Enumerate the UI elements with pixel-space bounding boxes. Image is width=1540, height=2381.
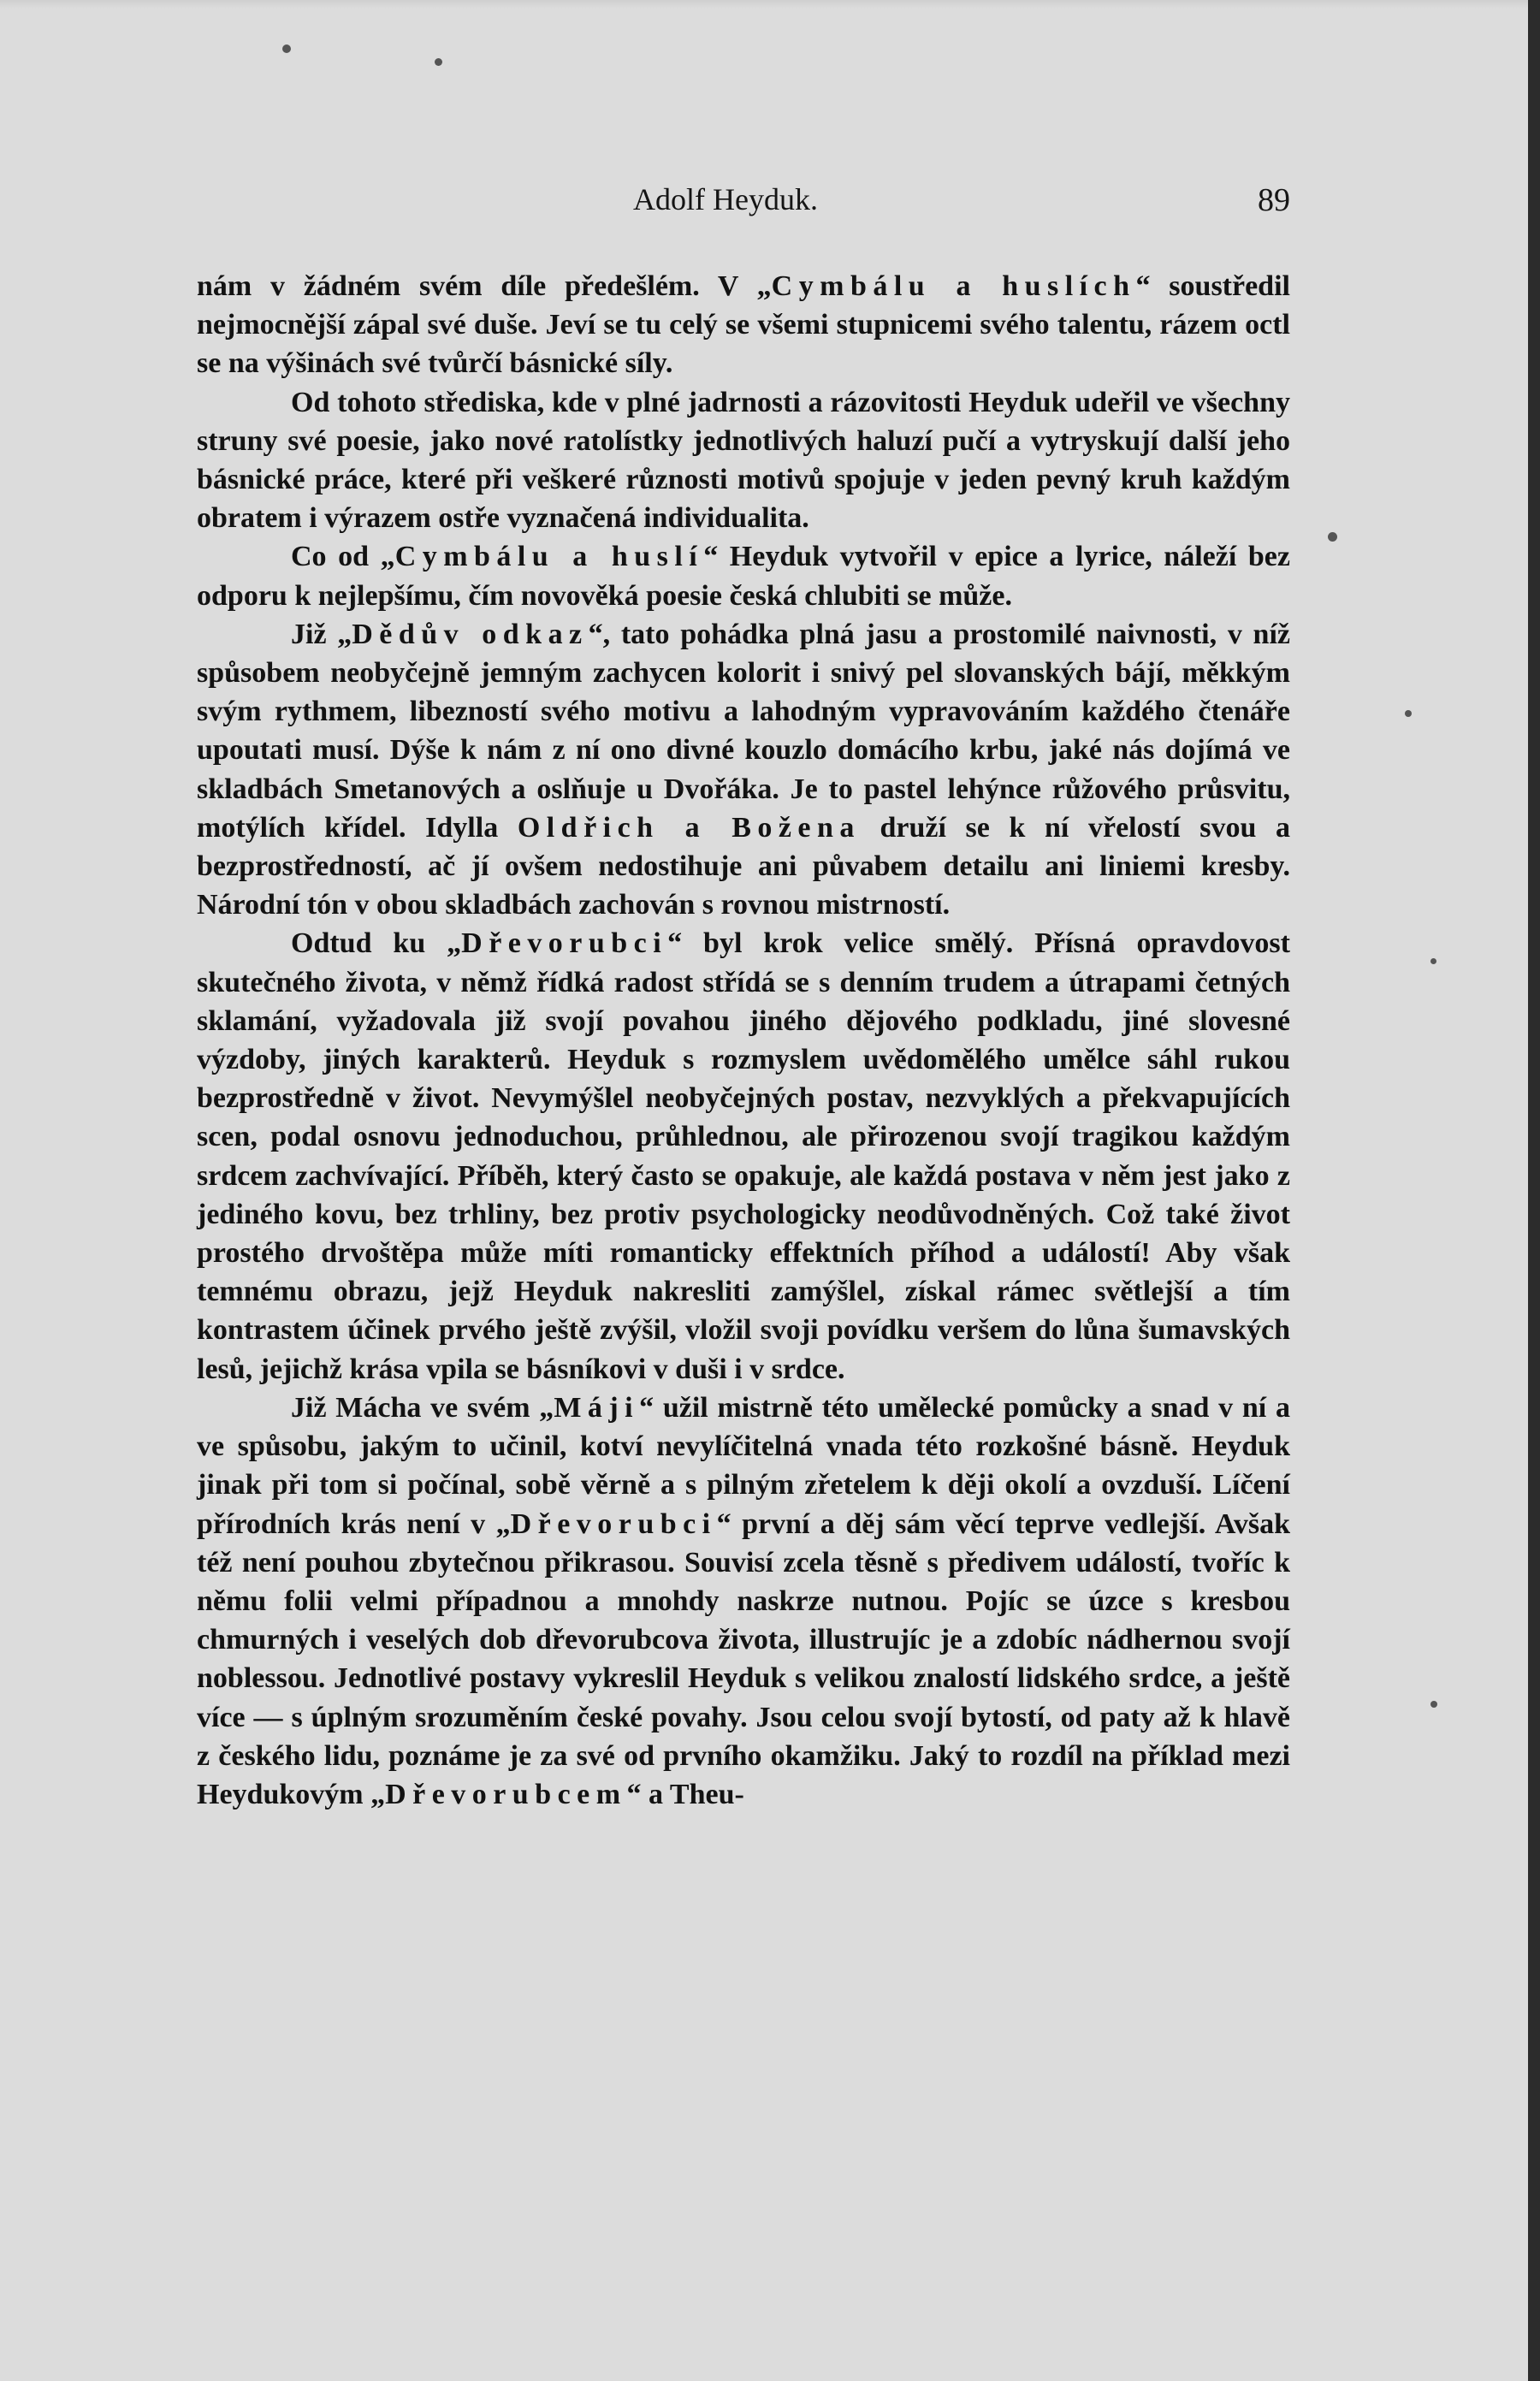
paragraph xyxy=(197,537,1290,614)
paragraph xyxy=(197,924,1290,1388)
spaced-title: Cymbálu a huslích xyxy=(771,270,1136,302)
text-run: “ první a děj sám věcí teprve vedlejší. Avšak též není pouhou zbytečnou přikrasou. Souvisí zcela těsně s předivem událostí, tvoříc k němu folii velmi případnou a mnohdy naskrze nutnou. Pojíc se úzce s kresbou chmurných i veselých dob dřevorubcova života, illustrujíc je a zdobíc nádhernou svojí noblessou. Jednotlivé postavy vykreslil Heyduk s velikou znalostí lidského srdce, a ještě více — s úplným srozuměním české povahy. Jsou celou svojí bytostí, od paty až k hlavě z českého lidu, poznáme je za své od prvního okamžiku. Jaký to rozdíl na příklad mezi Heydukovým „ xyxy=(197,1507,1290,1810)
page-top-edge xyxy=(0,0,1540,9)
paragraph xyxy=(197,615,1290,925)
text-run: “ Heyduk vytvořil v epice a lyrice, náleží bez odporu k nejlepšímu, čím novověká poesie česká chlubiti se může. xyxy=(197,541,1290,612)
spaced-title: Oldřich a Božena xyxy=(517,811,861,844)
spaced-title: Dřevorubci xyxy=(510,1507,717,1540)
text-run: “, tato pohádka plná jasu a prostomilé naivnosti, v níž spůsobem neobyčejně jemným zachycen kolorit i snivý pel slovanských bájí, měkkým svým rythmem, libezností svého motivu a lahodným vypravováním každého čtenáře upoutati musí. Dýše k nám z ní ono divné kouzlo domácího krbu, jaké nás dojímá ve skladbách Smetanových a oslňuje u Dvořáka. Je to pastel lehýnce růžového průsvitu, motýlích křídel. Idylla xyxy=(197,618,1290,844)
text-run: Co od „ xyxy=(291,541,395,573)
page-right-edge xyxy=(1528,0,1540,2381)
spaced-title: Máji xyxy=(554,1391,640,1424)
text-run: “ soustředil nejmocnější zápal své duše. Jeví se tu celý se všemi stupnicemi svého talentu, rázem octl se na výšinách své tvůrčí básnické síly. xyxy=(197,270,1290,380)
page-number: 89 xyxy=(1258,182,1290,218)
paragraph xyxy=(197,1389,1290,1814)
scan-speck xyxy=(435,58,442,66)
text-run: “ a Theu- xyxy=(626,1778,744,1810)
paragraph xyxy=(197,267,1290,383)
scan-speck xyxy=(1430,1701,1437,1708)
text-run: Již Mácha ve svém „ xyxy=(291,1391,554,1424)
scan-speck xyxy=(1328,532,1337,542)
paragraph xyxy=(197,383,1290,538)
text-run: “ byl krok velice smělý. Přísná opravdovost skutečného života, v němž řídká radost střídá se s denním trudem a útrapami četných sklamání, vyžadovala již svojí povahou jiného dějového podkladu, jiné slovesné výzdoby, jiných karakterů. Heyduk s rozmyslem uvědomělého umělce sáhl rukou bezprostředně v život. Nevymýšlel neobyčejných postav, nezvyklých a překvapujících scen, podal osnovu jednoduchou, průhlednou, ale přirozenou svojí tragikou každým srdcem zachvívající. Příběh, který často se opakuje, ale každá postava v něm jest jako z jediného kovu, bez trhliny, bez protiv psychologicky neodůvodněných. Což také život prostého drvoštěpa může míti romanticky effektních příhod a událostí! Aby však temnému obrazu, jejž Heyduk nakresliti zamýšlel, získal rámec světlejší a tím kontrastem účinek prvého ještě zvýšil, vložil svoji povídku veršem do lůna šumavských lesů, jejichž krása vpila se básníkovi v duši i v srdce. xyxy=(197,927,1290,1385)
spaced-title: Cymbálu a huslí xyxy=(394,541,704,573)
running-title: Adolf Heyduk. xyxy=(633,182,818,216)
text-run: druží se k ní vřelostí svou a bezprostředností, ač jí ovšem nedostihuje ani půvabem detailu ani liniemi kresby. Národní tón v obou skladbách zachován s rovnou mistrností. xyxy=(197,811,1290,921)
scan-speck xyxy=(1405,710,1412,717)
text-run: Od tohoto střediska, kde v plné jadrnosti a rázovitosti Heyduk udeřil ve všechny struny své poesie, jako nové ratolístky jednotlivých haluzí pučí a vytryskují další jeho básnické práce, které při veškeré různosti motivů spojuje v jeden pevný kruh každým obratem i výrazem ostře vyznačená individualita. xyxy=(197,386,1290,535)
text-run: Již „ xyxy=(291,618,352,650)
page-header xyxy=(197,181,1290,233)
text-run: Odtud ku „ xyxy=(291,927,462,960)
scan-speck xyxy=(282,44,291,53)
body-text xyxy=(197,267,1290,1814)
text-run: nám v žádném svém díle předešlém. V „ xyxy=(197,270,772,302)
spaced-title: Dřevorubci xyxy=(461,927,668,960)
spaced-title: Dědův odkaz xyxy=(352,618,589,650)
scan-speck xyxy=(1430,958,1436,964)
spaced-title: Dřevorubcem xyxy=(385,1778,627,1810)
text-run: “ užil mistrně této umělecké pomůcky a snad v ní a ve spůsobu, jakým to učinil, kotví nevylíčitelná vnada této rozkošné básně. Heyduk jinak při tom si počínal, sobě věrně a s pilným zřetelem k ději okolí a ovzduší. Líčení přírodních krás není v „ xyxy=(197,1391,1290,1540)
